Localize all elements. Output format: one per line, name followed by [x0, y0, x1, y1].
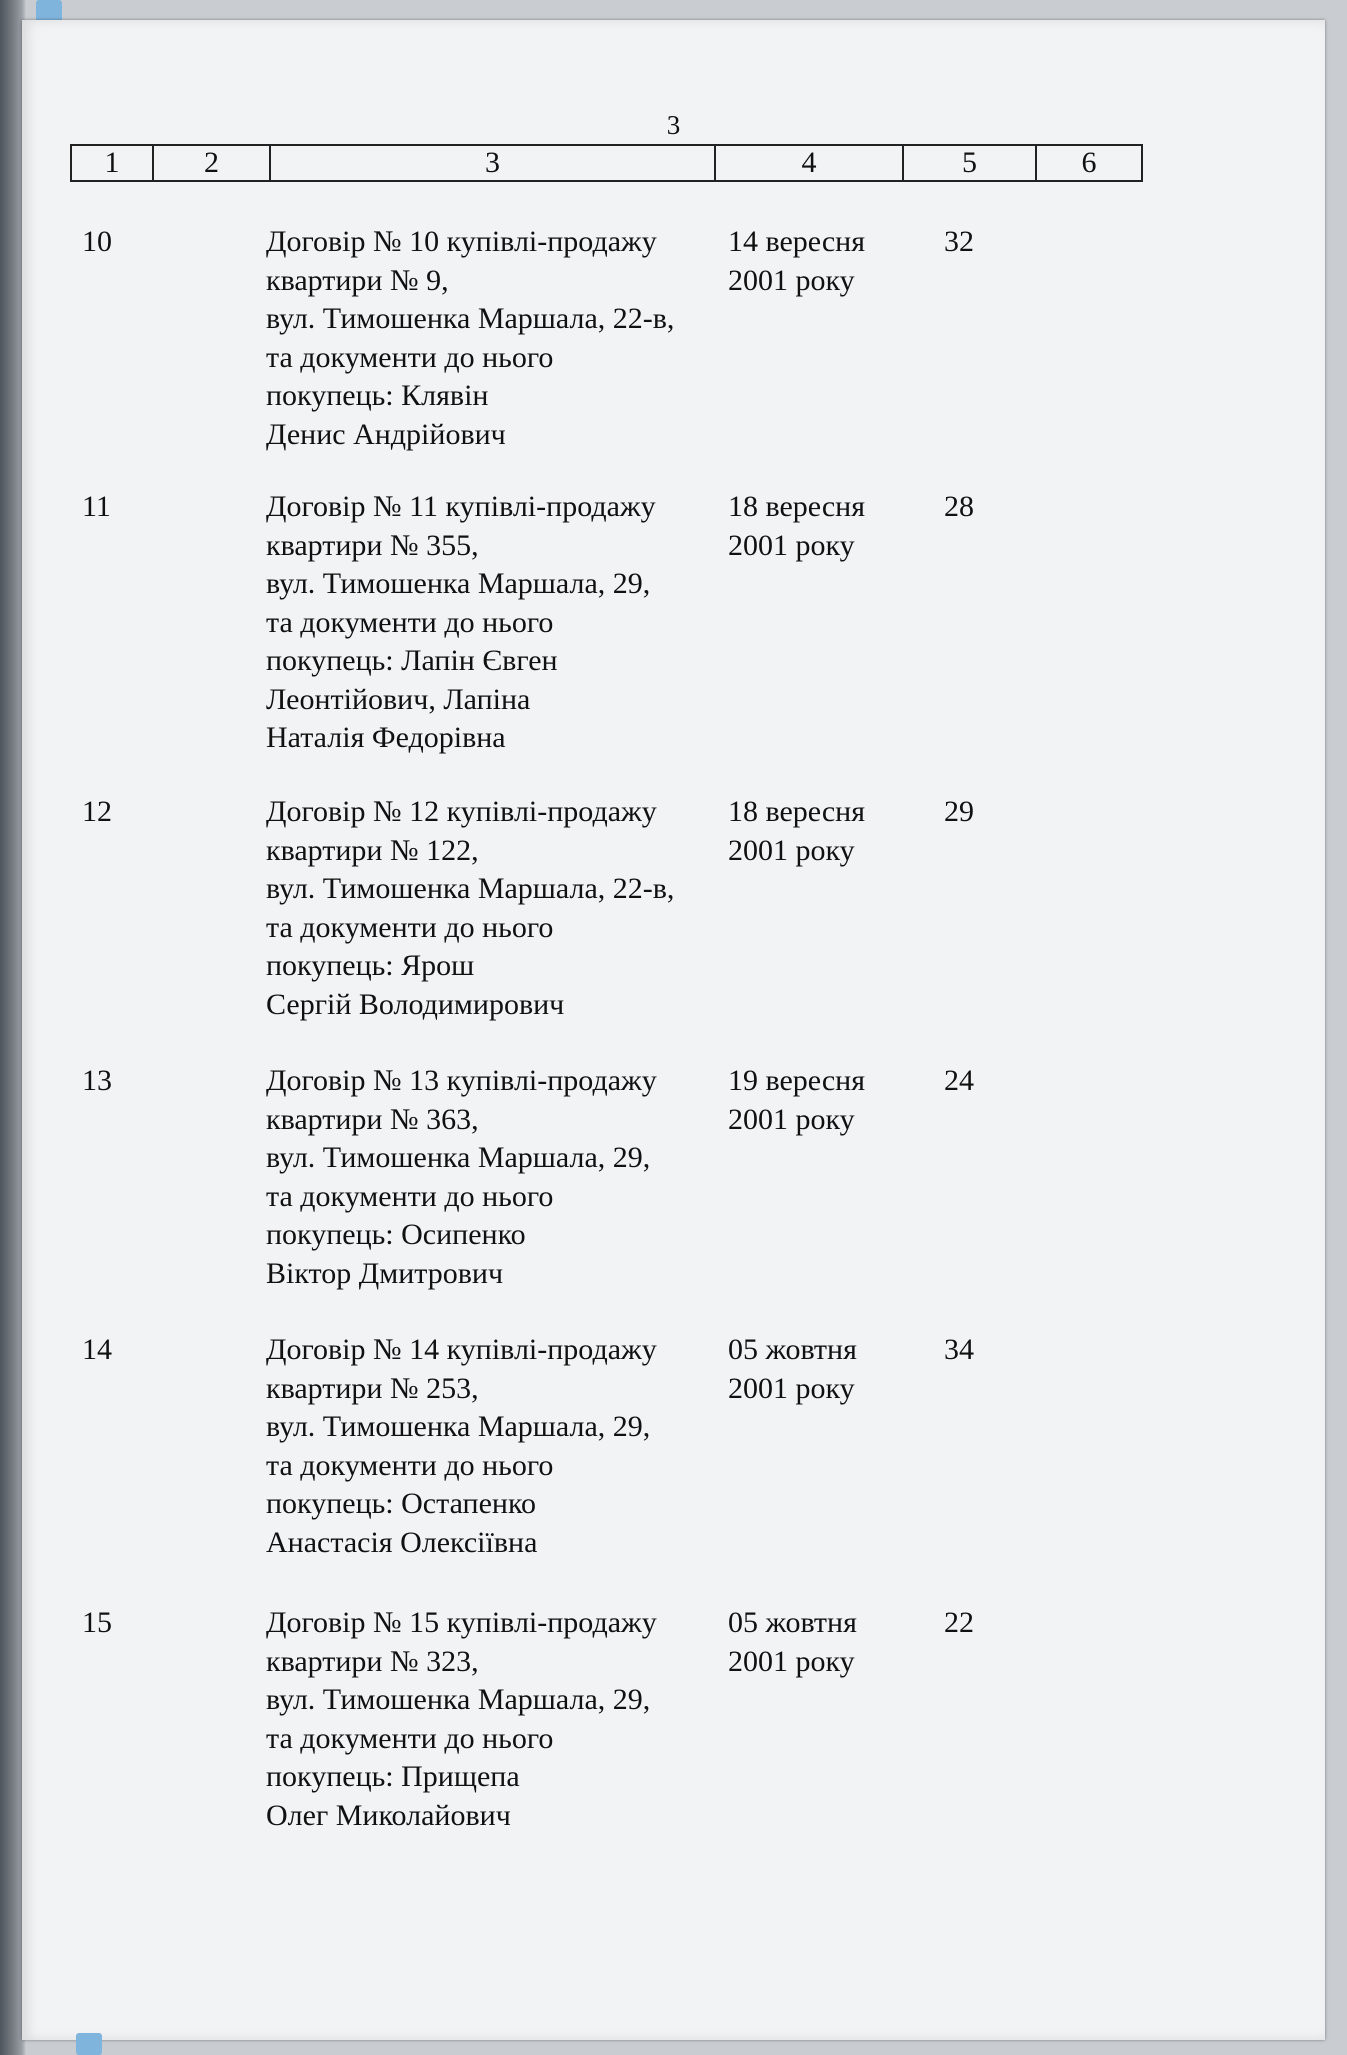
entry-description-line: вул. Тимошенка Маршала, 29,: [266, 1141, 651, 1174]
entry-description-line: Наталія Федорівна: [266, 721, 506, 754]
entry-description-line: Віктор Дмитрович: [266, 1256, 504, 1290]
entry-description-line: Сергій Володимирович: [266, 987, 565, 1021]
entry-number: 13: [82, 1064, 112, 1097]
entry-description-line: Денис Андрійович: [266, 417, 506, 451]
entry-description-line: та документи до нього: [266, 340, 554, 374]
entry-description: [266, 1604, 657, 1835]
entry-sheet-count: 32: [944, 225, 974, 258]
entry-description-line: Договір № 12 купівлі-продажу: [266, 795, 657, 828]
entry-date-line: 05 жовтня: [728, 1606, 857, 1639]
entry-date: [728, 1604, 857, 1681]
entry-date: [728, 488, 865, 565]
entry-description-line: та документи до нього: [266, 1179, 554, 1213]
entry-description: [266, 1331, 657, 1562]
entry-sheet-count: 28: [944, 490, 974, 523]
entry-date-line: 2001 року: [728, 1102, 855, 1136]
entry-description-line: квартири № 9,: [266, 263, 449, 297]
entry-date-line: 14 вересня: [728, 225, 866, 258]
entry-description-line: Договір № 11 купівлі-продажу: [266, 490, 656, 523]
entry-description-line: покупець: Ярош: [266, 949, 475, 982]
entry-date: [728, 1062, 865, 1139]
column-header-5: 5: [903, 145, 1036, 181]
entry-description-line: та документи до нього: [266, 605, 554, 639]
entry-description-line: квартири № 323,: [266, 1644, 479, 1678]
column-header-row: [71, 145, 1142, 181]
entry-description-line: покупець: Осипенко: [266, 1218, 526, 1251]
entry-description-line: вул. Тимошенка Маршала, 29,: [266, 567, 651, 600]
entry-description-line: квартири № 253,: [266, 1371, 479, 1405]
entry-description-line: квартири № 363,: [266, 1102, 479, 1136]
document-page: [22, 20, 1325, 2040]
entry-description-line: Олег Миколайович: [266, 1798, 511, 1832]
entry-number: 15: [82, 1606, 112, 1639]
entry-description-line: Договір № 10 купівлі-продажу: [266, 225, 657, 258]
entry-date-line: 2001 року: [728, 528, 855, 562]
column-header-4: 4: [715, 145, 903, 181]
entry-description-line: та документи до нього: [266, 1721, 554, 1755]
entry-description-line: вул. Тимошенка Маршала, 22-в,: [266, 872, 675, 905]
entry-description: [266, 488, 656, 758]
entry-description-line: Леонтійович, Лапіна: [266, 682, 531, 716]
entry-sheet-count: 22: [944, 1606, 974, 1639]
bookmark-ribbon-top: [36, 0, 62, 22]
entry-date-line: 2001 року: [728, 1371, 855, 1405]
entry-number: 11: [82, 490, 111, 523]
entry-date: [728, 1331, 857, 1408]
column-header-3: 3: [270, 145, 715, 181]
column-header-table: [70, 144, 1143, 182]
entry-date-line: 18 вересня: [728, 490, 866, 523]
bookmark-ribbon-bottom: [76, 2033, 102, 2055]
entry-number: 10: [82, 225, 112, 258]
entry-number: 14: [82, 1333, 112, 1366]
page-number: 3: [666, 110, 681, 140]
entry-date-line: 2001 року: [728, 833, 855, 867]
entry-description-line: покупець: Прищепа: [266, 1760, 520, 1793]
entry-description-line: Анастасія Олексіївна: [266, 1525, 538, 1559]
entry-description-line: та документи до нього: [266, 1448, 554, 1482]
entry-description-line: квартири № 355,: [266, 528, 479, 562]
entry-description-line: квартири № 122,: [266, 833, 479, 867]
entry-date-line: 05 жовтня: [728, 1333, 857, 1366]
entry-description-line: покупець: Клявін: [266, 379, 489, 412]
entry-date: [728, 223, 865, 300]
entry-date: [728, 793, 865, 870]
entry-number: 12: [82, 795, 112, 828]
column-header-6: 6: [1036, 145, 1142, 181]
column-header-2: 2: [153, 145, 270, 181]
entry-description-line: Договір № 15 купівлі-продажу: [266, 1606, 657, 1639]
entry-description-line: покупець: Остапенко: [266, 1487, 536, 1520]
entry-description-line: та документи до нього: [266, 910, 554, 944]
column-header-1: 1: [71, 145, 153, 181]
entry-description-line: вул. Тимошенка Маршала, 22-в,: [266, 302, 675, 335]
entry-description: [266, 1062, 657, 1293]
entry-description-line: Договір № 14 купівлі-продажу: [266, 1333, 657, 1366]
entry-date-line: 2001 року: [728, 1644, 855, 1678]
entry-description-line: Договір № 13 купівлі-продажу: [266, 1064, 657, 1097]
entry-description-line: вул. Тимошенка Маршала, 29,: [266, 1683, 651, 1716]
entry-description: [266, 223, 674, 454]
entry-description-line: покупець: Лапін Євген: [266, 644, 558, 677]
entry-sheet-count: 29: [944, 795, 974, 828]
entry-sheet-count: 24: [944, 1064, 974, 1097]
entry-description-line: вул. Тимошенка Маршала, 29,: [266, 1410, 651, 1443]
entry-date-line: 2001 року: [728, 263, 855, 297]
entry-date-line: 18 вересня: [728, 795, 866, 828]
entry-description: [266, 793, 674, 1024]
entry-sheet-count: 34: [944, 1333, 974, 1366]
entry-date-line: 19 вересня: [728, 1064, 866, 1097]
